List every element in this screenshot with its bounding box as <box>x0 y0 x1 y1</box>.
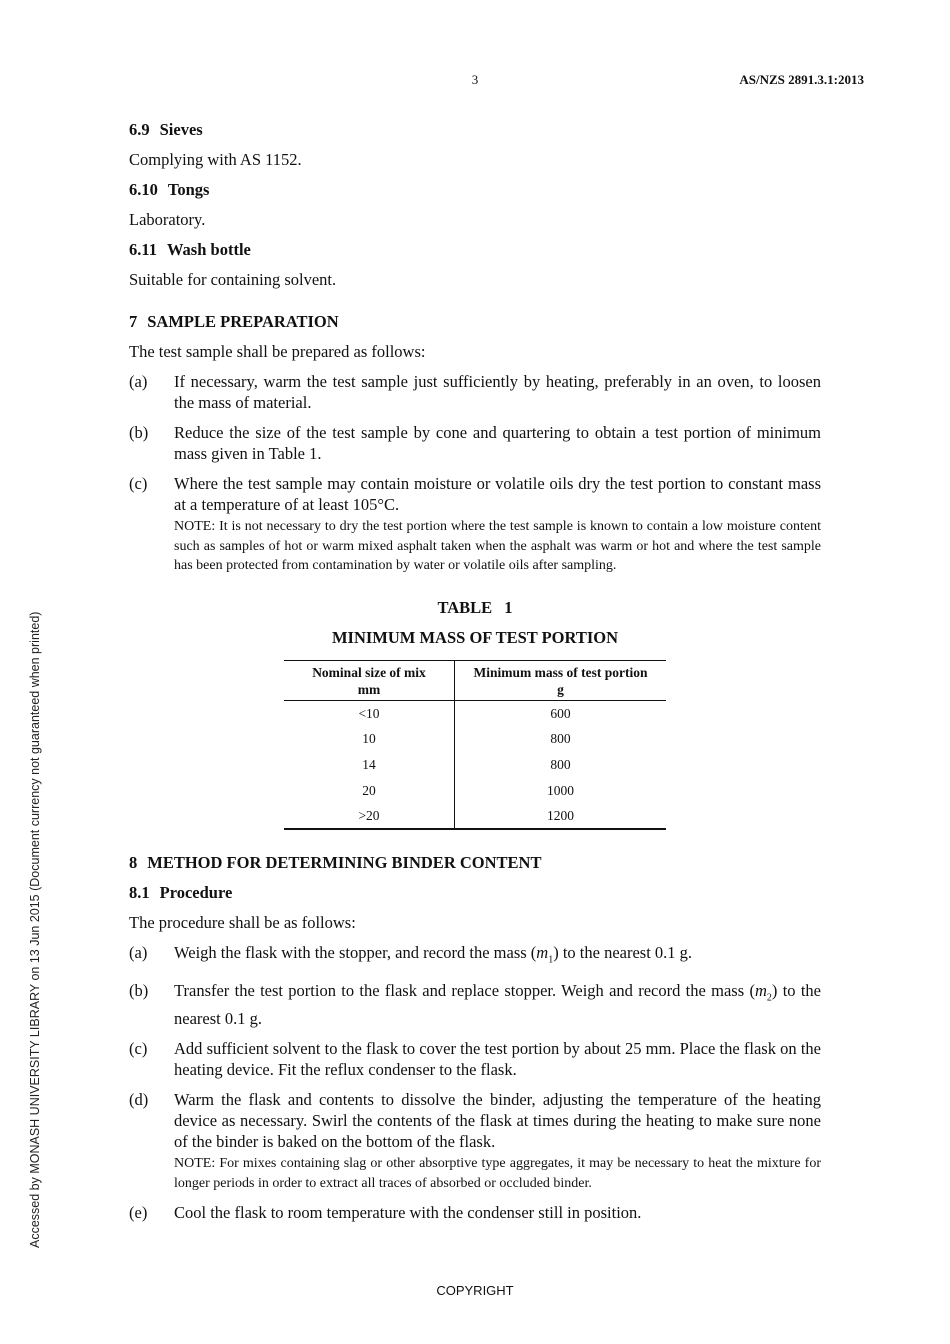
page-body <box>129 119 821 1223</box>
section-number: 6.9 <box>129 120 150 139</box>
section-number: 8 <box>129 853 138 873</box>
list-item <box>129 980 821 1029</box>
header-text: Nominal size of mix <box>312 664 426 680</box>
item-text: Warm the flask and contents to dissolve the binder, adjusting the temperature of the heating device as necessary. Swirl the contents of the flask at times during the heating to make sure none of the binder is baked on the bottom of the flask. <box>174 1090 821 1152</box>
table-header-size <box>284 660 455 700</box>
item-text: Cool the flask to room temperature with the condenser still in position. <box>174 1203 642 1223</box>
mass-cell: 1000 <box>547 782 574 798</box>
header-text: Minimum mass of test portion <box>473 664 648 680</box>
item-label: (a) <box>129 943 148 963</box>
table-label: TABLE 1 <box>437 597 513 617</box>
list-item <box>129 1202 821 1223</box>
item-text: ) to the nearest 0.1 g. <box>174 980 821 1029</box>
item-text: Add sufficient solvent to the flask to cover the test portion by about 25 mm. Place the flask on the heating device. Fit the reflux condenser to the flask. <box>174 1039 821 1080</box>
note: NOTE: For mixes containing slag or other absorptive type aggregates, it may be necessary to heat the mixture for longer periods in order to extract all traces of absorbed or occluded binder. <box>174 1156 821 1191</box>
page-number: 3 <box>471 72 479 87</box>
item-text: Transfer the test portion to the flask and replace stopper. Weigh and record the mass ( <box>174 980 755 1000</box>
heading-6-9 <box>129 119 821 140</box>
item-text: ) to the nearest 0.1 g. <box>553 943 693 963</box>
table-header-mass <box>455 660 667 700</box>
heading-6-11 <box>129 239 821 260</box>
variable: m <box>536 943 549 963</box>
list-item <box>129 422 821 464</box>
copyright-footer: COPYRIGHT <box>436 1283 514 1298</box>
size-cell: 10 <box>284 726 455 752</box>
header-unit: mm <box>357 681 381 697</box>
standard-number: AS/NZS 2891.3.1:2013 <box>739 72 864 87</box>
item-label: (c) <box>129 474 148 493</box>
size-cell: 14 <box>284 752 455 778</box>
heading-6-10 <box>129 179 821 200</box>
mass-cell: 600 <box>550 705 571 721</box>
item-text: Reduce the size of the test sample by cone and quartering to obtain a test portion of minimum mass given in Table 1. <box>174 423 821 463</box>
table-row <box>284 726 666 752</box>
section-title: Procedure <box>159 883 233 903</box>
size-cell: >20 <box>284 803 455 830</box>
item-label: (e) <box>129 1203 148 1223</box>
section-number: 8.1 <box>129 883 150 903</box>
item-label: (c) <box>129 1039 148 1059</box>
size-cell: <10 <box>284 700 455 726</box>
list-item <box>129 1038 821 1080</box>
heading-7 <box>129 311 821 332</box>
section-number: 7 <box>129 312 138 331</box>
item-label: (d) <box>129 1090 149 1110</box>
mass-cell: 1200 <box>455 803 667 830</box>
item-text: If necessary, warm the test sample just sufficiently by heating, preferably in an oven, to loosen the mass of material. <box>174 372 821 412</box>
note: NOTE: It is not necessary to dry the test portion where the test sample is known to contain a low moisture content such as samples of hot or warm mixed asphalt taken when the asphalt was warm or hot and where the test sample has been protected from contamination by water or volatile oils after sampling. <box>174 519 821 573</box>
list-item <box>129 1089 821 1152</box>
section-title: Sieves <box>159 120 203 139</box>
section-number: 6.11 <box>129 240 157 259</box>
heading-8 <box>129 852 821 873</box>
table-row <box>284 803 666 830</box>
paragraph: Complying with AS 1152. <box>129 150 302 169</box>
table-title: MINIMUM MASS OF TEST PORTION <box>331 627 619 647</box>
header-unit: g <box>557 681 564 697</box>
item-text: Where the test sample may contain moisture or volatile oils dry the test portion to constant mass at a temperature of at least 105°C. <box>174 474 821 514</box>
paragraph: The procedure shall be as follows: <box>129 913 356 933</box>
mass-cell: 800 <box>550 731 571 747</box>
access-watermark: Accessed by MONASH UNIVERSITY LIBRARY on 13 Jun 2015 (Document currency not guaranteed when printed) <box>28 611 42 1248</box>
paragraph: The test sample shall be prepared as follows: <box>129 342 426 361</box>
item-label: (b) <box>129 980 149 1000</box>
subscript: 1 <box>548 954 554 966</box>
mass-table <box>284 660 666 831</box>
paragraph: Suitable for containing solvent. <box>129 270 337 289</box>
table-row <box>284 700 666 726</box>
list-item <box>129 942 821 970</box>
section-number: 6.10 <box>129 180 158 199</box>
table-row <box>284 752 666 778</box>
item-label: (b) <box>129 423 149 442</box>
mass-cell: 800 <box>550 756 571 772</box>
section-title: Tongs <box>167 180 210 199</box>
item-text: Weigh the flask with the stopper, and record the mass ( <box>174 943 537 963</box>
paragraph: Laboratory. <box>129 210 206 229</box>
section-title: Wash bottle <box>166 240 251 259</box>
section-title: SAMPLE PREPARATION <box>147 312 339 331</box>
table-row <box>284 777 666 803</box>
heading-8-1 <box>129 882 821 903</box>
section-title: METHOD FOR DETERMINING BINDER CONTENT <box>147 853 542 873</box>
size-cell: 20 <box>284 777 455 803</box>
variable: m <box>754 980 767 1000</box>
item-label: (a) <box>129 372 148 391</box>
subscript: 2 <box>766 992 772 1004</box>
list-item <box>129 473 821 515</box>
list-item <box>129 371 821 413</box>
